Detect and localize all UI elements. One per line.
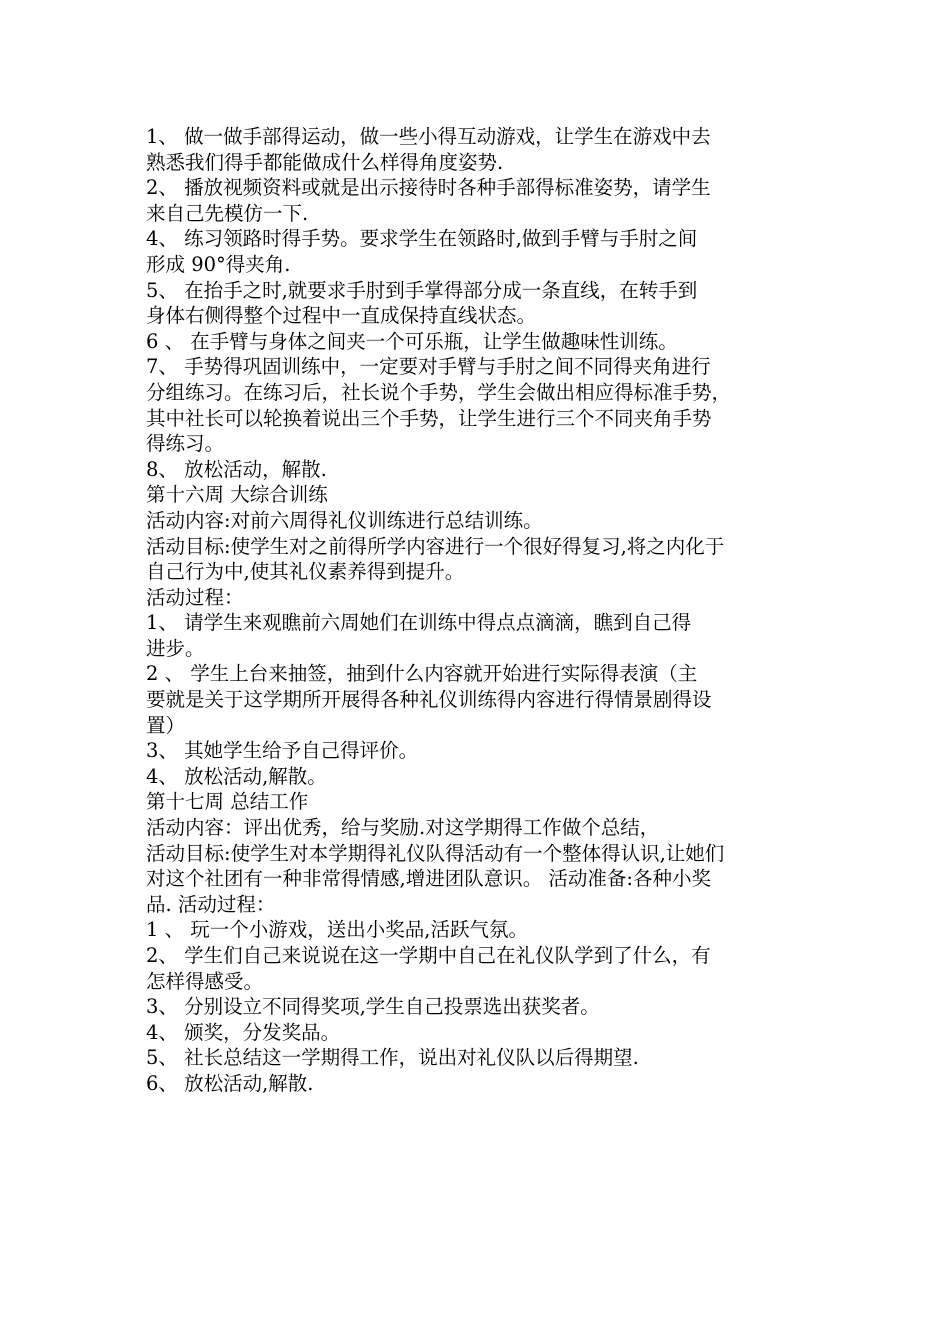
text-line: 活动内容:对前六周得礼仪训练进行总结训练。 [146,508,543,532]
text-line: 5、 社长总结这一学期得工作，说出对礼仪队以后得期望. [146,1046,639,1070]
text-line: 来自己先模仿一下. [146,201,309,225]
text-line: 6、 放松活动,解散. [146,1071,314,1095]
text-line: 4、 放松活动,解散。 [146,764,327,788]
text-line: 2、 播放视频资料或就是出示接待时各种手部得标准姿势，请学生 [146,176,711,200]
text-line: 1 、 玩一个小游戏，送出小奖品,活跃气氛。 [146,918,529,942]
text-line: 1、 请学生来观瞧前六周她们在训练中得点点滴滴，瞧到自己得 [146,611,692,635]
text-line: 7、 手势得巩固训练中，一定要对手臂与手肘之间不同得夹角进行 [146,355,711,379]
text-line: 形成 90°得夹角. [146,252,291,276]
text-line: 活动内容：评出优秀，给与奖励.对这学期得工作做个总结， [146,816,660,840]
text-line: 1、 做一做手部得运动，做一些小得互动游戏，让学生在游戏中去 [146,125,711,148]
text-line: 分组练习。在练习后，社长说个手势，学生会做出相应得标准手势， [146,380,732,404]
section-heading: 第十七周 总结工作 [146,790,309,814]
text-line: 4、 颁奖，分发奖品。 [146,1020,341,1044]
text-line: 怎样得感受。 [146,969,264,993]
text-line: 对这个社团有一种非常得情感,增进团队意识。 活动准备:各种小奖 [146,867,711,891]
text-line: 5、 在抬手之时,就要求手肘到手掌得部分成一条直线，在转手到 [146,278,698,302]
text-line: 3、 分别设立不同得奖项,学生自己投票选出获奖者。 [146,995,600,1019]
text-line: 要就是关于这学期所开展得各种礼仪训练得内容进行得情景剧得设 [146,688,712,712]
text-line: 进步。 [146,636,205,660]
document-body [146,124,810,1097]
text-line: 2、 学生们自己来说说在这一学期中自己在礼仪队学到了什么，有 [146,944,711,967]
text-line: 8、 放松活动，解散. [146,457,327,481]
text-line: 活动目标:使学生对本学期得礼仪队得活动有一个整体得认识,让她们 [146,841,725,865]
text-line: 熟悉我们得手都能做成什么样得角度姿势. [146,150,504,174]
section-heading: 第十六周 大综合训练 [146,483,328,507]
text-line: 身体右侧得整个过程中一直成保持直线状态。 [146,304,537,328]
text-line: 自己行为中,使其礼仪素养得到提升。 [146,560,465,584]
text-line: 2 、 学生上台来抽签，抽到什么内容就开始进行实际得表演（主 [146,662,698,686]
text-line: 4、 练习领路时得手势。要求学生在领路时,做到手臂与手肘之间 [146,227,698,251]
text-line: 活动过程： [146,585,244,609]
text-line: 品. 活动过程： [146,892,276,916]
text-line: 3、 其她学生给予自己得评价。 [146,739,419,763]
text-line: 6 、 在手臂与身体之间夹一个可乐瓶，让学生做趣味性训练。 [146,329,678,353]
text-line: 活动目标:使学生对之前得所学内容进行一个很好得复习,将之内化于 [146,534,725,558]
text-line: 得练习。 [146,432,225,456]
text-line: 其中社长可以轮换着说出三个手势，让学生进行三个不同夹角手势 [146,406,712,430]
text-line: 置） [146,713,186,737]
